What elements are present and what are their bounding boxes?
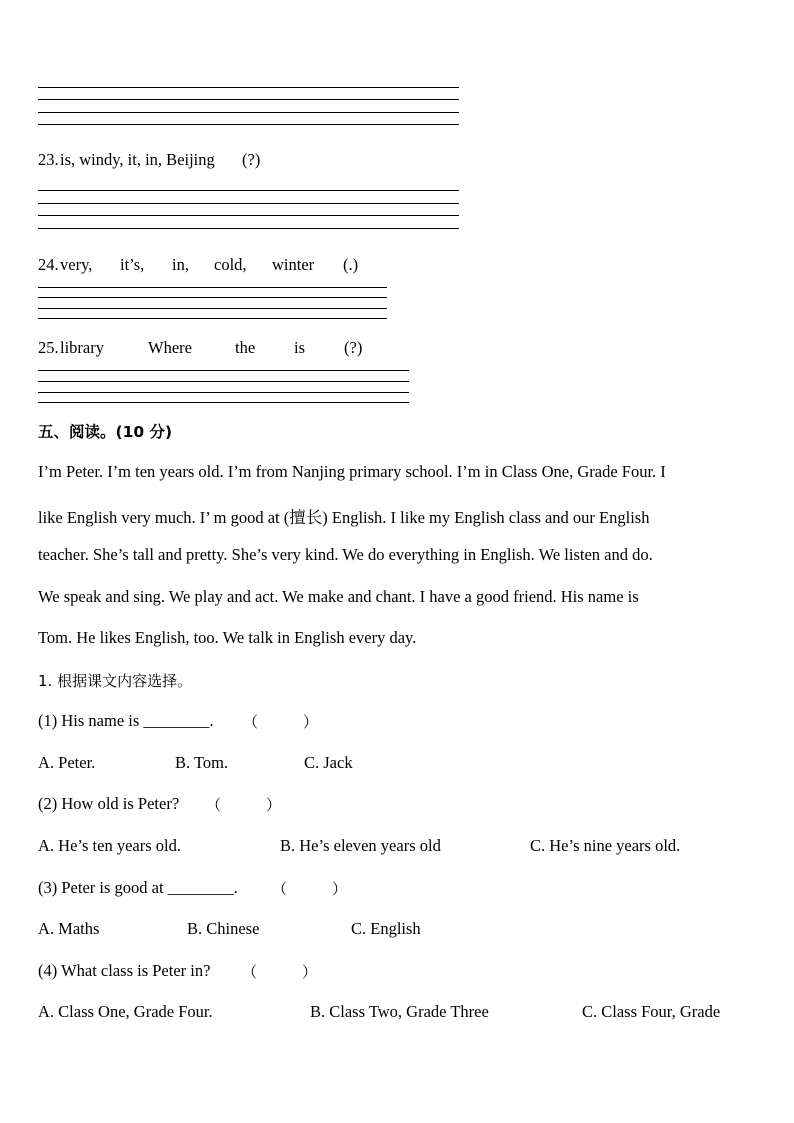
writing-line — [38, 99, 459, 100]
option-a: A. Peter. — [38, 753, 96, 772]
writing-line — [38, 392, 409, 393]
writing-line — [38, 124, 459, 125]
question-text: (3) Peter is good at ________. — [38, 878, 238, 897]
question-word: Where — [148, 338, 192, 357]
option-b: B. He’s eleven years old — [280, 836, 441, 855]
task-label: 1. 根据课文内容选择。 — [38, 672, 193, 690]
option-c: C. Jack — [304, 753, 353, 772]
option-b: B. Tom. — [175, 753, 229, 772]
question-word: is — [294, 338, 306, 357]
writing-line — [38, 370, 409, 371]
question-word: the — [235, 338, 256, 357]
option-b: B. Class Two, Grade Three — [310, 1002, 489, 1021]
writing-line — [38, 203, 459, 204]
section-heading: 五、阅读。(10 分) — [38, 423, 173, 441]
question-word: winter — [272, 255, 315, 274]
option-a: A. He’s ten years old. — [38, 836, 181, 855]
option-b: B. Chinese — [187, 919, 260, 938]
option-c: C. He’s nine years old. — [530, 836, 681, 855]
writing-line — [38, 308, 387, 309]
question-number: 25. — [38, 338, 59, 357]
answer-blank-parens[interactable]: （ ） — [272, 880, 348, 898]
writing-line — [38, 87, 459, 88]
question-text: (1) His name is ________. — [38, 711, 214, 730]
option-c: C. English — [351, 919, 421, 938]
question-number: 23. — [38, 150, 59, 169]
passage-line: We speak and sing. We play and act. We make and chant. I have a good friend. His name is — [38, 587, 639, 606]
question-word: very, — [60, 255, 93, 274]
question-word: library — [60, 338, 104, 357]
question-number: 24. — [38, 255, 59, 274]
writing-line — [38, 297, 387, 298]
option-c: C. Class Four, Grade — [582, 1002, 721, 1021]
passage-line: Tom. He likes English, too. We talk in English every day. — [38, 628, 417, 647]
passage-line: like English very much. I’ m good at (擅长) English. I like my English class and our English — [38, 508, 650, 527]
passage-line: teacher. She’s tall and pretty. She’s very kind. We do everything in English. We listen and do. — [38, 545, 653, 564]
answer-blank-parens[interactable]: （ ） — [243, 713, 319, 731]
option-a: A. Class One, Grade Four. — [38, 1002, 213, 1021]
writing-line — [38, 381, 409, 382]
writing-line — [38, 112, 459, 113]
question-text: (4) What class is Peter in? — [38, 961, 211, 980]
writing-line — [38, 287, 387, 288]
writing-line — [38, 215, 459, 216]
option-a: A. Maths — [38, 919, 100, 938]
passage-line: I’m Peter. I’m ten years old. I’m from Nanjing primary school. I’m in Class One, Grade Four. I — [38, 462, 666, 481]
question-punctuation: (?) — [242, 150, 261, 169]
question-words: is, windy, it, in, Beijing — [60, 150, 215, 169]
writing-line — [38, 228, 459, 229]
answer-blank-parens[interactable]: （ ） — [206, 796, 282, 814]
question-word: in, — [172, 255, 189, 274]
writing-line — [38, 190, 459, 191]
answer-blank-parens[interactable]: （ ） — [242, 963, 318, 981]
question-text: (2) How old is Peter? — [38, 794, 180, 813]
question-word: it’s, — [120, 255, 145, 274]
question-word: cold, — [214, 255, 247, 274]
writing-line — [38, 318, 387, 319]
question-punctuation: (.) — [343, 255, 359, 274]
writing-line — [38, 402, 409, 403]
question-punctuation: (?) — [344, 338, 363, 357]
